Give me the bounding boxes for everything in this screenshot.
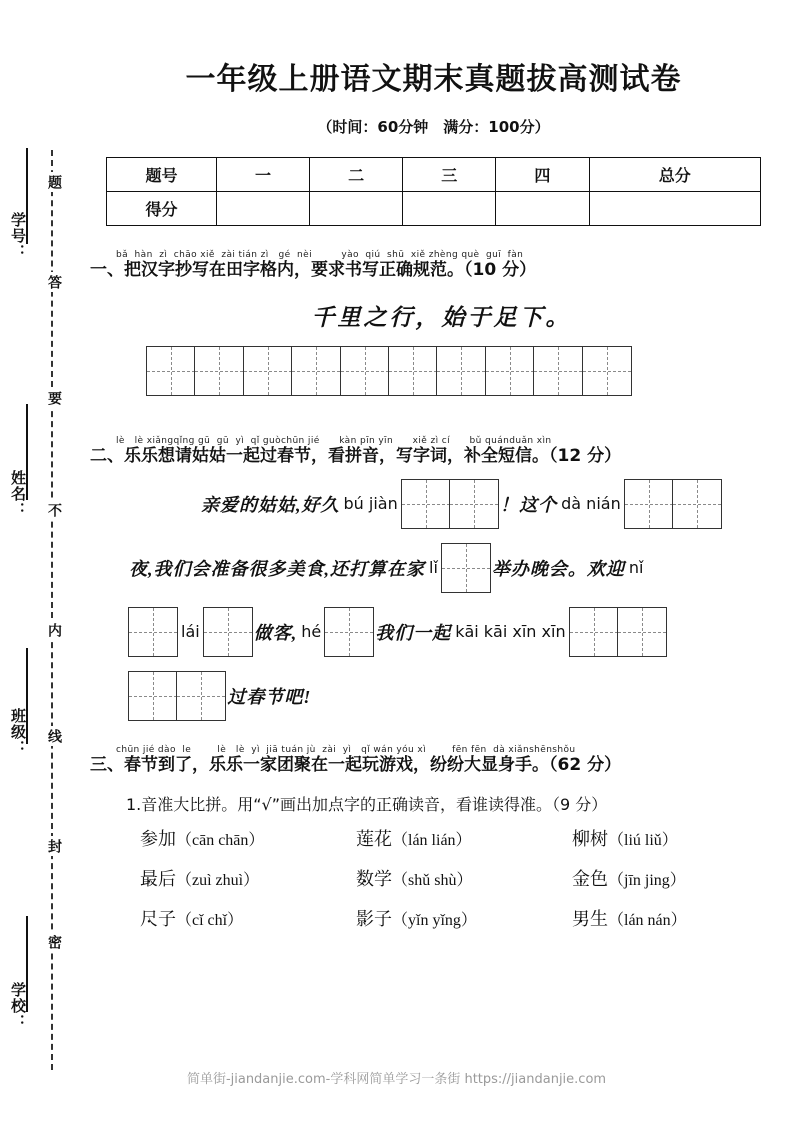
word-rest: 生 <box>590 908 608 929</box>
score-table-header-label: 题号 <box>107 158 217 192</box>
table-row-header <box>107 158 761 192</box>
seal-label-school: 学校： <box>9 982 27 1030</box>
question-1-heading <box>90 250 793 281</box>
choice-item[interactable] <box>572 825 788 851</box>
seal-char-2: 要 <box>44 388 64 408</box>
word-rest: 学 <box>374 868 392 889</box>
tianzige-cell[interactable] <box>324 607 374 657</box>
question-2-text: 二、乐乐想请姑姑一起过春节，看拼音，写字词，补全短信。 <box>90 446 549 467</box>
reading-options[interactable]: （yǐn yǐng） <box>392 911 477 929</box>
score-table <box>106 157 761 226</box>
score-table-col-2: 二 <box>310 158 403 192</box>
score-table-col-total: 总分 <box>589 158 761 192</box>
letter-text: 夜,我们会准备很多美食,还打算在家 <box>129 558 425 579</box>
score-table-col-4: 四 <box>496 158 589 192</box>
choice-row <box>140 825 788 851</box>
tianzige-cell[interactable] <box>624 479 674 529</box>
exam-page <box>74 0 793 1122</box>
footer-watermark: 简单街-jiandanjie.com-学科网简单学习一条街 https://jiandanjie.com <box>186 1072 607 1087</box>
word-rest: 树 <box>590 828 608 849</box>
dotted-character: 尺 · <box>140 909 158 929</box>
seal-margin <box>0 0 74 1122</box>
seal-label-class: 班级： <box>9 708 27 756</box>
word-rest: 后 <box>158 868 176 889</box>
pinyin-prompt: bú jiàn <box>343 494 398 514</box>
answer-grid-2-2[interactable] <box>203 607 253 657</box>
pinyin-prompt: kāi kāi xīn xīn <box>455 622 566 642</box>
choice-item[interactable] <box>572 865 788 891</box>
seal-char-4: 内 <box>44 620 64 640</box>
question-3-choice-grid <box>140 825 788 931</box>
answer-grid-1-2[interactable] <box>441 543 491 593</box>
score-cell-4[interactable] <box>496 192 589 226</box>
dotted-character: 柳 · <box>572 829 590 849</box>
letter-text: 我们一起 <box>375 622 452 643</box>
tianzige-cell[interactable] <box>582 346 632 396</box>
dotted-character: 最 · <box>140 869 158 889</box>
tianzige-cell[interactable] <box>533 346 583 396</box>
question-2-points: （12 分） <box>549 446 622 467</box>
reading-options[interactable]: （zuì zhuì） <box>176 871 260 889</box>
tianzige-cell[interactable] <box>243 346 293 396</box>
score-table-col-3: 三 <box>403 158 496 192</box>
word-rest: 色 <box>590 868 608 889</box>
choice-item[interactable] <box>140 825 356 851</box>
choice-item[interactable] <box>140 905 356 931</box>
score-table-col-1: 一 <box>217 158 310 192</box>
question-1-sentence: 千里之行，始于足下。 <box>311 304 572 330</box>
choice-item[interactable] <box>356 865 572 891</box>
pinyin-prompt: nǐ <box>628 558 644 578</box>
word-rest: 子 <box>158 908 176 929</box>
letter-line <box>200 479 793 529</box>
page-title: 一年级上册语文期末真题拔高测试卷 <box>185 62 682 97</box>
tianzige-cell[interactable] <box>436 346 486 396</box>
choice-item[interactable] <box>356 825 572 851</box>
question-1 <box>90 250 793 396</box>
tianzige-cell[interactable] <box>194 346 244 396</box>
dotted-character: 影 · <box>356 909 374 929</box>
tianzige-cell[interactable] <box>128 607 178 657</box>
letter-text: 过春节吧! <box>227 686 312 707</box>
choice-item[interactable] <box>140 865 356 891</box>
reading-options[interactable]: （lán lián） <box>392 831 472 849</box>
tianzige-cell[interactable] <box>617 607 667 657</box>
seal-char-0: 题 <box>44 172 64 192</box>
question-3 <box>90 745 793 931</box>
score-cell-3[interactable] <box>403 192 496 226</box>
tianzige-cell[interactable] <box>203 607 253 657</box>
tianzige-cell[interactable] <box>340 346 390 396</box>
tianzige-cell[interactable] <box>176 671 226 721</box>
dotted-character: 金 · <box>572 869 590 889</box>
question-2 <box>90 436 793 721</box>
reading-options[interactable]: （lán nán） <box>608 911 687 929</box>
question-1-pinyin: bǎ hàn zì chāo xiě zài tián zì gé nèi yào qiú shū xiě zhèng què guī fàn <box>116 250 524 260</box>
pinyin-prompt: dà nián <box>561 494 621 514</box>
tianzige-cell[interactable] <box>449 479 499 529</box>
score-table-score-label: 得分 <box>107 192 217 226</box>
letter-text: ！这个 <box>500 494 558 515</box>
question-3-points: （62 分） <box>549 755 622 776</box>
reading-options[interactable]: （liú liǔ） <box>608 831 678 849</box>
answer-grid-0-2[interactable] <box>401 479 499 529</box>
dotted-character: 数 · <box>356 869 374 889</box>
score-cell-2[interactable] <box>310 192 403 226</box>
letter-line <box>128 607 793 657</box>
question-3-text: 三、春节到了，乐乐一家团聚在一起玩游戏，纷纷大显身手。 <box>90 755 549 776</box>
question-2-pinyin: lè lè xiǎngqǐng gū gū yì qǐ guòchūn jié kàn pīn yīn xiě zì cí bǔ quánduǎn xìn <box>116 435 552 446</box>
seal-label-name: 姓名： <box>9 470 27 518</box>
pinyin-prompt: lái <box>181 622 200 642</box>
question-1-text: 一、把汉字抄写在田字格内，要求书写正确规范。 <box>90 260 464 281</box>
question-1-points: （10 分） <box>464 260 537 281</box>
pinyin-prompt: lǐ <box>429 558 438 578</box>
answer-grid-3-0[interactable] <box>128 671 226 721</box>
tianzige-cell[interactable] <box>146 346 196 396</box>
answer-grid-2-5[interactable] <box>324 607 374 657</box>
seal-char-1: 答 <box>44 272 64 292</box>
question-3-pinyin: chūn jié dào le lè lè yì jiā tuán jù zài yì qǐ wán yóu xì fēn fēn dà xiǎnshēnshǒu <box>116 744 576 755</box>
dotted-character: 莲 · <box>356 829 374 849</box>
table-row-score <box>107 192 761 226</box>
question-2-letter-body <box>90 479 793 721</box>
tianzige-cell[interactable] <box>569 607 619 657</box>
letter-line <box>128 671 793 721</box>
tianzige-cell[interactable] <box>485 346 535 396</box>
word-rest: 加 <box>158 828 176 849</box>
seal-label-student-id: 学号： <box>9 212 27 260</box>
page-subtitle: （时间：60分钟 满分：100分） <box>317 118 550 136</box>
answer-grid-0-5[interactable] <box>624 479 722 529</box>
choice-item[interactable] <box>356 905 572 931</box>
choice-row <box>140 865 788 891</box>
word-rest: 子 <box>374 908 392 929</box>
pinyin-prompt: hé <box>301 622 322 642</box>
letter-text: 举办晚会。欢迎 <box>491 558 625 579</box>
reading-options[interactable]: （cǐ chǐ） <box>176 911 244 929</box>
seal-char-6: 封 <box>44 836 64 856</box>
score-cell-total[interactable] <box>589 192 761 226</box>
word-rest: 花 <box>374 828 392 849</box>
question-2-heading <box>90 436 793 467</box>
tianzige-cell[interactable] <box>291 346 341 396</box>
answer-grid-2-8[interactable] <box>569 607 667 657</box>
tianzige-cell[interactable] <box>672 479 722 529</box>
dotted-character: 参 · <box>140 829 158 849</box>
letter-text: 做客, <box>253 622 298 643</box>
letter-text: 亲爱的姑姑,好久 <box>201 494 340 515</box>
tianzige-cell[interactable] <box>128 671 178 721</box>
score-cell-1[interactable] <box>217 192 310 226</box>
seal-char-3: 不 <box>44 500 64 520</box>
choice-item[interactable] <box>572 905 788 931</box>
question-1-writing-grid[interactable] <box>146 346 793 396</box>
reading-options[interactable]: （shǔ shù） <box>392 871 473 889</box>
answer-grid-2-0[interactable] <box>128 607 178 657</box>
choice-row <box>140 905 788 931</box>
tianzige-cell[interactable] <box>441 543 491 593</box>
question-3-sub-1-text: 1.音准大比拼。用“√”画出加点字的正确读音，看谁读得准。（9 分） <box>126 794 608 814</box>
reading-options[interactable]: （jīn jing） <box>608 871 686 889</box>
seal-char-5: 线 <box>44 726 64 746</box>
dotted-character: 男 · <box>572 909 590 929</box>
seal-char-7: 密 <box>44 932 64 952</box>
tianzige-cell[interactable] <box>388 346 438 396</box>
reading-options[interactable]: （cān chān） <box>176 831 265 849</box>
question-3-heading <box>90 745 793 776</box>
tianzige-cell[interactable] <box>401 479 451 529</box>
letter-line <box>128 543 793 593</box>
